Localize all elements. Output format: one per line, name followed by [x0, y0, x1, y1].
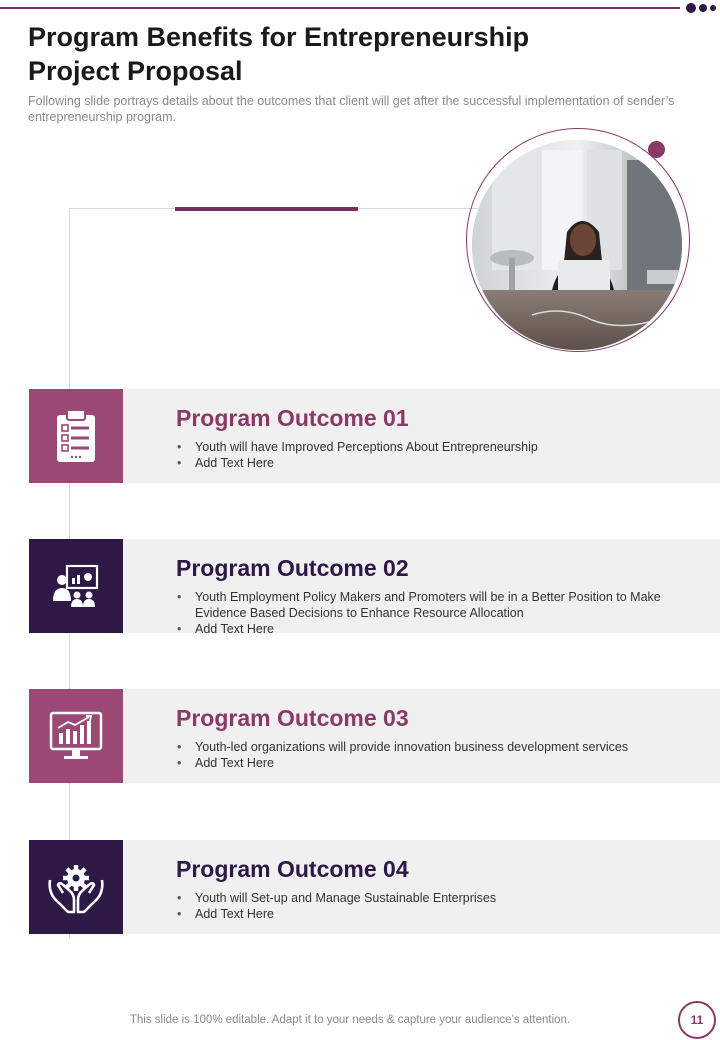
outcome-bullet: • Youth will have Improved Perceptions About Entrepreneurship: [177, 439, 677, 455]
outcome-bullet-list: [177, 890, 677, 922]
outcome-icon-box: [29, 840, 123, 934]
outcome-bullet-list: [177, 739, 677, 771]
page-subtitle: Following slide portrays details about the outcomes that client will get after the successful implementation of sender’s entrepreneurship program.: [28, 94, 675, 124]
outcome-bullet: • Youth will Set-up and Manage Sustainable Enterprises: [177, 890, 677, 906]
outcome-card-01: [29, 389, 720, 483]
outcome-bullet: • Youth-led organizations will provide innovation business development services: [177, 739, 677, 755]
hands-gear-icon: [46, 860, 106, 914]
outcome-title: Program Outcome 04: [176, 856, 409, 882]
outcome-title: Program Outcome 02: [176, 555, 409, 581]
outcome-card-03: [29, 689, 720, 783]
outcome-card-04: [29, 840, 720, 934]
outcome-bullet: • Add Text Here: [177, 455, 677, 471]
outcome-bullet: • Youth Employment Policy Makers and Promoters will be in a Better Position to Make Evidence Based Decisions to Enhance Resource Allocation: [177, 589, 677, 621]
outcome-bullet-list: [177, 439, 677, 471]
clipboard-checklist-icon: [54, 408, 98, 464]
monitor-chart-icon: [49, 711, 103, 761]
photo-ring-dot: [648, 141, 665, 158]
accent-bar: [175, 207, 358, 211]
outcome-bullet: • Add Text Here: [177, 755, 677, 771]
page-number: 11: [678, 1001, 716, 1039]
outcome-icon-box: [29, 389, 123, 483]
top-rule: [0, 7, 680, 9]
presentation-audience-icon: [51, 563, 101, 609]
top-dots-decoration: [686, 3, 716, 13]
outcome-title: Program Outcome 03: [176, 705, 409, 731]
outcome-icon-box: [29, 539, 123, 633]
footer-note: This slide is 100% editable. Adapt it to your needs & capture your audience’s attention.: [129, 1014, 571, 1026]
outcome-title: Program Outcome 01: [176, 405, 409, 431]
outcome-icon-box: [29, 689, 123, 783]
page-title: Program Benefits for Entrepreneurship Project Proposal: [28, 22, 530, 86]
outcome-bullet-list: [177, 589, 677, 637]
office-photo: [472, 140, 682, 350]
outcome-bullet: • Add Text Here: [177, 621, 677, 637]
outcome-card-02: [29, 539, 720, 636]
outcome-bullet: • Add Text Here: [177, 906, 677, 922]
